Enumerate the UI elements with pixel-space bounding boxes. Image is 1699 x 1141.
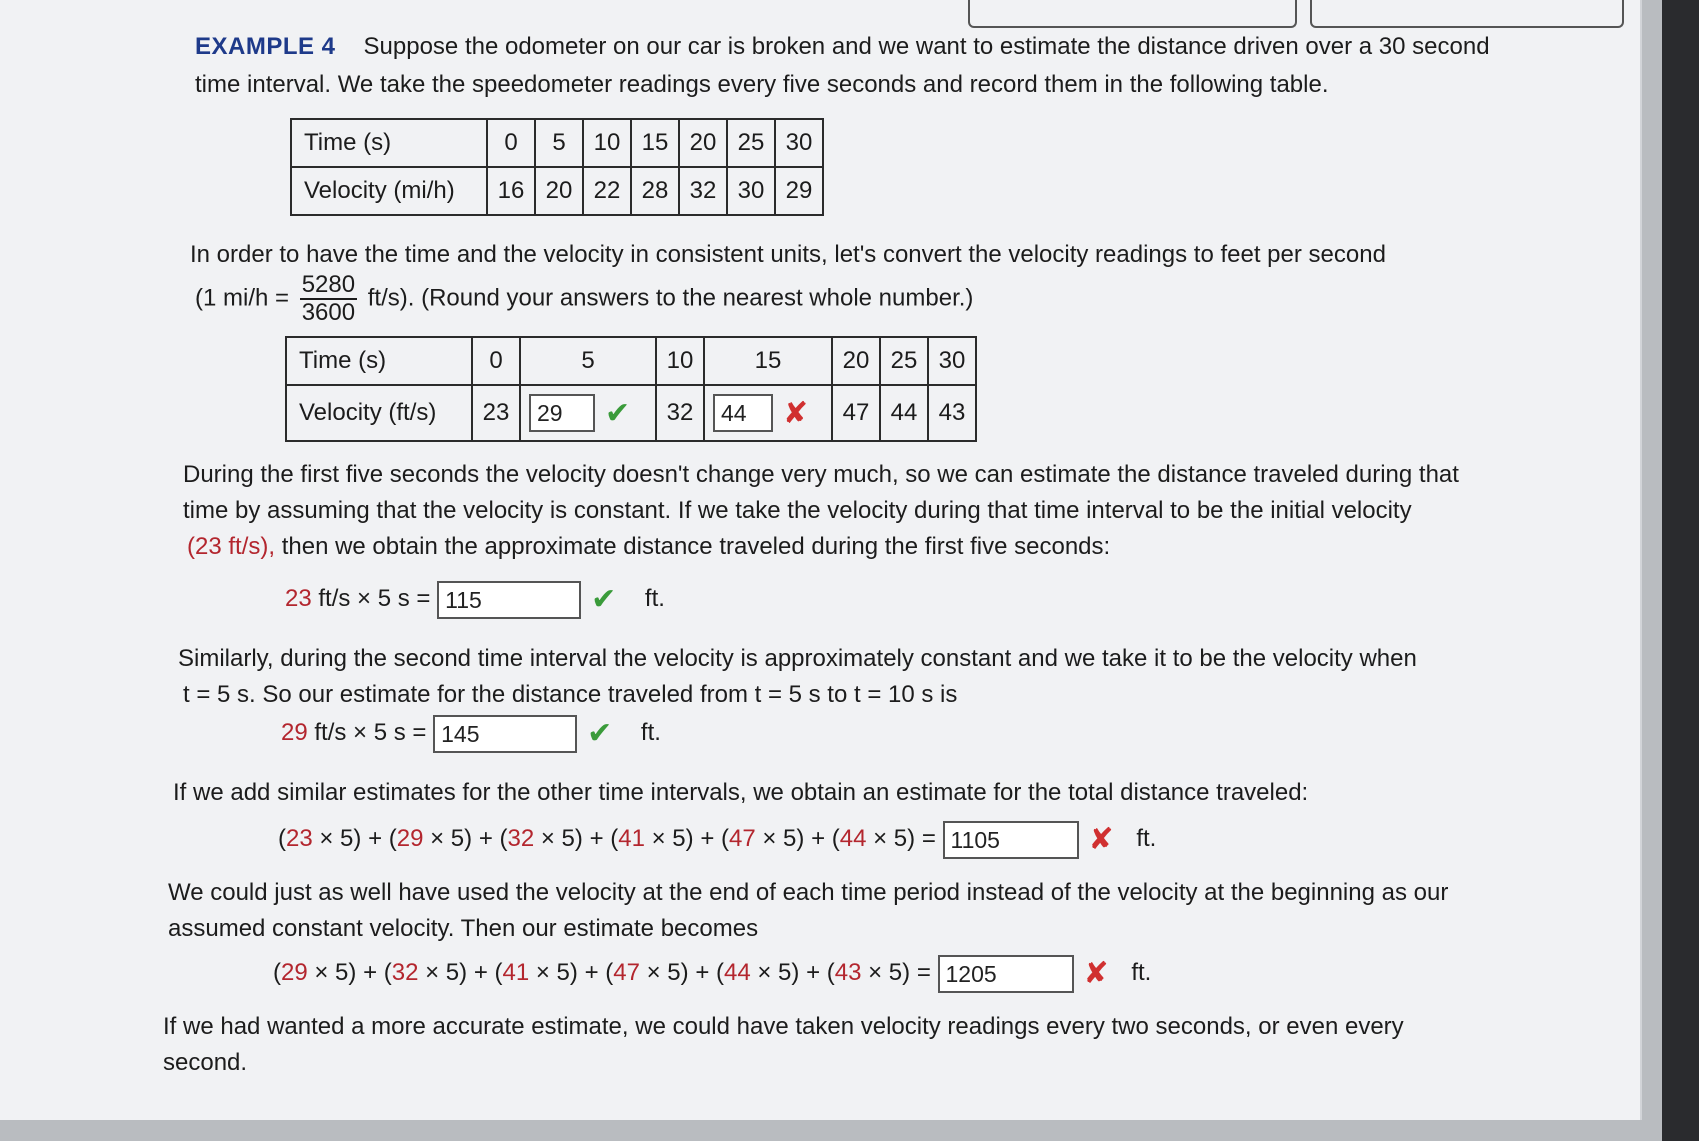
- check-icon: ✔: [587, 717, 613, 751]
- convert-line-1: In order to have the time and the velocity in consistent units, let's convert the velocity readings to feet per second: [190, 241, 1386, 268]
- para5-line-1: If we had wanted a more accurate estimate, we could have taken velocity readings every two seconds, or even every: [163, 1013, 1404, 1040]
- conversion-fraction: $\frac{5280}{3600}$: [301, 271, 356, 326]
- table-cell: 5: [520, 337, 656, 385]
- mph-table: [290, 118, 824, 216]
- table-cell-input: [520, 385, 656, 441]
- intro-line-1: EXAMPLE 4 Suppose the odometer on our car is broken and we want to estimate the distance driven over a 30 second: [195, 33, 1490, 60]
- para2-line-2: t = 5 s. So our estimate for the distance traveled from t = 5 s to t = 10 s is: [183, 681, 958, 708]
- para4-line-2: assumed constant velocity. Then our estimate becomes: [168, 915, 759, 942]
- para4-line-1: We could just as well have used the velocity at the end of each time period instead of the velocity at the beginning as our: [168, 879, 1449, 906]
- table-cell-input: [704, 385, 832, 441]
- table-cell: 22: [583, 167, 631, 215]
- equation-1: 23 ft/s × 5 s = 115 ✔ ft.: [285, 580, 665, 619]
- velocity-header: Velocity (ft/s): [286, 385, 472, 441]
- table-cell: 44: [880, 385, 928, 441]
- cross-icon: ✘: [1088, 823, 1114, 857]
- table-cell: 28: [631, 167, 679, 215]
- table-row: [291, 167, 823, 215]
- table-cell: 20: [832, 337, 880, 385]
- table-row: [291, 119, 823, 167]
- table-cell: 20: [679, 119, 727, 167]
- total-distance-right-input[interactable]: 1205: [938, 955, 1074, 993]
- equation-4: (29 × 5) + (32 × 5) + (41 × 5) + (47 × 5) + (44 × 5) + (43 × 5) = 1205 ✘ ft.: [273, 954, 1151, 993]
- distance-1-input[interactable]: 115: [437, 581, 581, 619]
- para1-line-3: (23 ft/s), then we obtain the approximate distance traveled during the first five seconds:: [187, 533, 1111, 560]
- table-cell: 20: [535, 167, 583, 215]
- table-cell: 15: [704, 337, 832, 385]
- para1-line-2: time by assuming that the velocity is constant. If we take the velocity during that time interval to be the initial velocity: [183, 497, 1412, 524]
- screen-edge: [1662, 0, 1699, 1141]
- convert-line-2: (1 mi/h = $\frac{5280}{3600}$ ft/s). (Round your answers to the nearest whole number.): [195, 271, 974, 326]
- check-icon: ✔: [591, 583, 617, 617]
- cross-icon: ✘: [783, 396, 809, 430]
- table-cell: 32: [656, 385, 704, 441]
- top-button-left[interactable]: [968, 0, 1297, 28]
- table-cell: 16: [487, 167, 535, 215]
- time-header: Time (s): [291, 119, 487, 167]
- equation-3: (23 × 5) + (29 × 5) + (32 × 5) + (41 × 5) + (47 × 5) + (44 × 5) = 1105 ✘ ft.: [278, 820, 1156, 859]
- table-cell: 10: [656, 337, 704, 385]
- velocity-header: Velocity (mi/h): [291, 167, 487, 215]
- table-row: [286, 337, 976, 385]
- table-cell: 32: [679, 167, 727, 215]
- table-cell: 25: [880, 337, 928, 385]
- velocity-5-input[interactable]: 29: [529, 394, 595, 432]
- check-icon: ✔: [605, 396, 631, 430]
- intro-line-2: time interval. We take the speedometer readings every five seconds and record them in the following table.: [195, 71, 1329, 98]
- table-cell: 15: [631, 119, 679, 167]
- table-row: [286, 385, 976, 441]
- para3-line-1: If we add similar estimates for the other time intervals, we obtain an estimate for the total distance traveled:: [173, 779, 1309, 806]
- table-cell: 0: [487, 119, 535, 167]
- top-button-right[interactable]: [1310, 0, 1624, 28]
- table-cell: 5: [535, 119, 583, 167]
- table-cell: 30: [727, 167, 775, 215]
- fts-table: [285, 336, 977, 442]
- total-distance-left-input[interactable]: 1105: [943, 821, 1079, 859]
- equation-2: 29 ft/s × 5 s = 145 ✔ ft.: [281, 714, 661, 753]
- table-cell: 29: [775, 167, 823, 215]
- table-cell: 30: [775, 119, 823, 167]
- table-cell: 43: [928, 385, 976, 441]
- para1-line-1: During the first five seconds the velocity doesn't change very much, so we can estimate the distance traveled during that: [183, 461, 1459, 488]
- table-cell: 10: [583, 119, 631, 167]
- table-cell: 0: [472, 337, 520, 385]
- velocity-15-input[interactable]: 44: [713, 394, 773, 432]
- example-label: EXAMPLE 4: [195, 33, 336, 60]
- para5-line-2: second.: [163, 1049, 248, 1076]
- para2-line-1: Similarly, during the second time interval the velocity is approximately constant and we take it to be the velocity when: [178, 645, 1417, 672]
- table-cell: 25: [727, 119, 775, 167]
- time-header: Time (s): [286, 337, 472, 385]
- table-cell: 23: [472, 385, 520, 441]
- table-cell: 47: [832, 385, 880, 441]
- cross-icon: ✘: [1083, 957, 1109, 991]
- distance-2-input[interactable]: 145: [433, 715, 577, 753]
- table-cell: 30: [928, 337, 976, 385]
